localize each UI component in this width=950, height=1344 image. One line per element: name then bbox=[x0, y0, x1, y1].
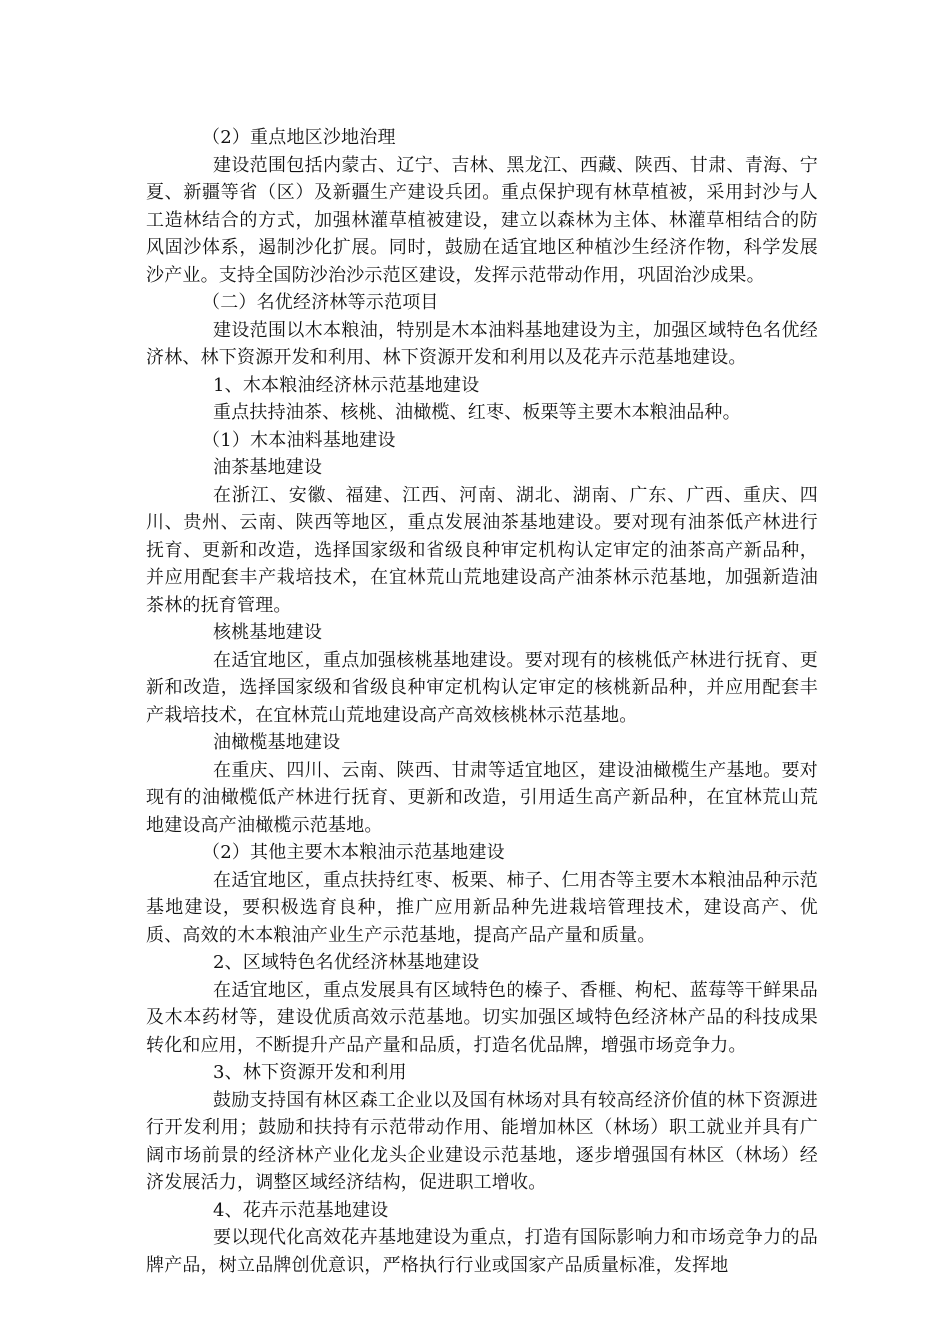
body-paragraph: 建设范围包括内蒙古、辽宁、吉林、黑龙江、西藏、陕西、甘肃、青海、宁夏、新疆等省（区）及新疆生产建设兵团。重点保护现有林草植被，采用封沙与人工造林结合的方式，加强林灌草植被建设，建立以森林为主体、林灌草相结合的防风固沙体系，遏制沙化扩展。同时，鼓励在适宜地区种植沙生经济作物，科学发展沙产业。支持全国防沙治沙示范区建设，发挥示范带动作用，巩固治沙成果。 bbox=[146, 154, 818, 286]
body-paragraph: 鼓励支持国有林区森工企业以及国有林场对具有较高经济价值的林下资源进行开发利用；鼓励和扶持有示范带动作用、能增加林区（林场）职工就业并具有广阔市场前景的经济林产业化龙头企业建设示范基地，逐步增强国有林区（林场）经济发展活力，调整区域经济结构，促进职工增收。 bbox=[146, 1089, 818, 1193]
item-heading: 油茶基地建设 bbox=[213, 457, 323, 478]
subsection-heading: 2、区域特色名优经济林基地建设 bbox=[213, 952, 480, 973]
body-paragraph: 在适宜地区，重点发展具有区域特色的榛子、香榧、枸杞、蓝莓等干鲜果品及木本药材等，建设优质高效示范基地。切实加强区域特色经济林产品的科技成果转化和应用，不断提升产品产量和品质，打造名优品牌，增强市场竞争力。 bbox=[146, 979, 818, 1056]
body-paragraph: 要以现代化高效花卉基地建设为重点，打造有国际影响力和市场竞争力的品牌产品，树立品牌创优意识，严格执行行业或国家产品质量标准，发挥地 bbox=[146, 1227, 818, 1276]
section-heading: （1）木本油料基地建设 bbox=[202, 429, 396, 451]
body-paragraph: 建设范围以木本粮油，特别是木本油料基地建设为主，加强区域特色名优经济林、林下资源开发和利用、林下资源开发和利用以及花卉示范基地建设。 bbox=[146, 319, 818, 368]
subsection-heading: 1、木本粮油经济林示范基地建设 bbox=[213, 374, 480, 396]
body-paragraph: 在适宜地区，重点扶持红枣、板栗、柿子、仁用杏等主要木本粮油品种示范基地建设，要积极选育良种，推广应用新品种先进栽培管理技术，建设高产、优质、高效的木本粮油产业生产示范基地，提高产品产量和质量。 bbox=[146, 869, 818, 946]
subsection-heading: 3、林下资源开发和利用 bbox=[213, 1062, 407, 1083]
document-body bbox=[146, 124, 818, 1279]
item-heading: 油橄榄基地建设 bbox=[213, 732, 341, 753]
section-heading: （2）其他主要木本粮油示范基地建设 bbox=[202, 842, 505, 863]
section-heading: （二）名优经济林等示范项目 bbox=[202, 292, 439, 313]
body-paragraph: 在浙江、安徽、福建、江西、河南、湖北、湖南、广东、广西、重庆、四川、贵州、云南、陕西等地区，重点发展油茶基地建设。要对现有油茶低产林进行抚育、更新和改造，选择国家级和省级良种审定机构认定审定的油茶高产新品种，并应用配套丰产栽培技术，在宜林荒山荒地建设高产油茶林示范基地，加强新造油茶林的抚育管理。 bbox=[146, 484, 818, 616]
subsection-heading: 4、花卉示范基地建设 bbox=[213, 1199, 389, 1221]
body-paragraph: 重点扶持油茶、核桃、油橄榄、红枣、板栗等主要木本粮油品种。 bbox=[213, 402, 741, 423]
section-heading: （2）重点地区沙地治理 bbox=[202, 127, 396, 148]
body-paragraph: 在适宜地区，重点加强核桃基地建设。要对现有的核桃低产林进行抚育、更新和改造，选择国家级和省级良种审定机构认定审定的核桃新品种，并应用配套丰产栽培技术，在宜林荒山荒地建设高产高效核桃林示范基地。 bbox=[146, 649, 818, 726]
body-paragraph: 在重庆、四川、云南、陕西、甘肃等适宜地区，建设油橄榄生产基地。要对现有的油橄榄低产林进行抚育、更新和改造，引用适生高产新品种，在宜林荒山荒地建设高产油橄榄示范基地。 bbox=[146, 759, 818, 836]
item-heading: 核桃基地建设 bbox=[213, 622, 323, 643]
